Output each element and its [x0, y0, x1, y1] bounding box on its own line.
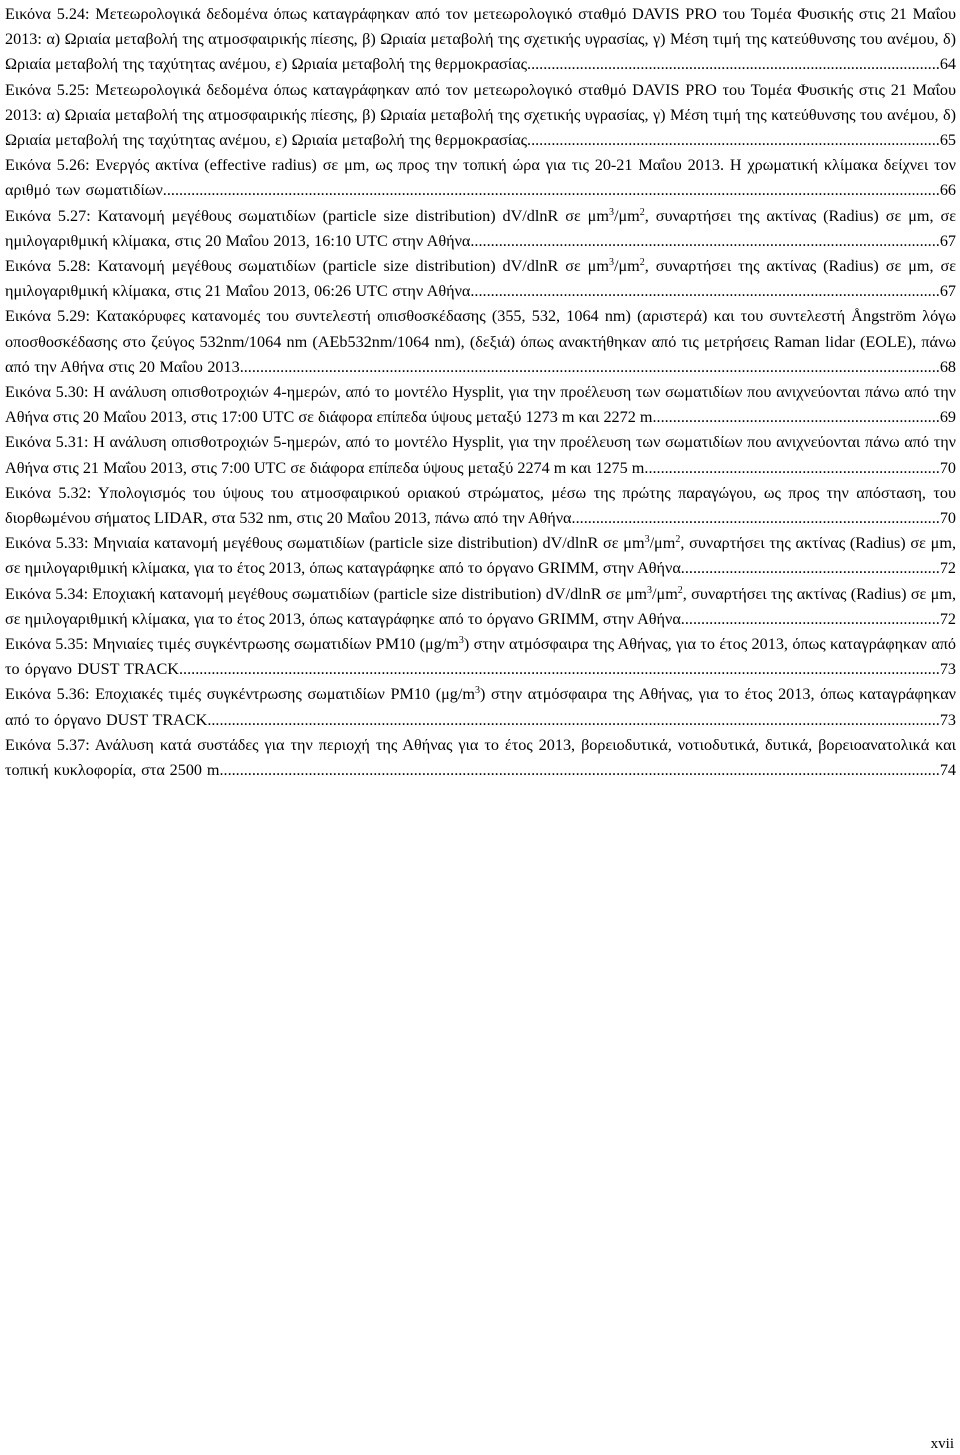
dot-leader: ..........................................................................................	[575, 509, 940, 528]
entry-caption-text: /μm	[649, 534, 676, 553]
dot-leader: .....................................................................................................	[531, 131, 940, 150]
entry-caption-text: Εικόνα 5.24: Μετεωρολογικά δεδομένα όπως καταγράφηκαν από τον μετεωρολογικό σταθμό DAVIS PRO του Τομέα Φυσικής στις 21 Μαΐου 2013: α) Ωριαία μεταβολή της ατμοσφαιρικής πίεσης, β) Ωριαία μεταβολή της σχετικής υγρασίας, γ) Μέση τιμή της κατεύθυνσης του ανέμου, δ) Ωριαία μεταβολή της ταχύτητας ανέμου, ε) Ωριαία μεταβολή της θερμοκρασίας.	[5, 5, 956, 74]
dot-leader: ...................................................................................................................	[474, 282, 940, 301]
toc-entry[interactable]	[5, 304, 956, 380]
entry-caption-text: Εικόνα 5.27: Κατανομή μεγέθους σωματιδίων (particle size distribution) dV/dlnR σε μm	[5, 206, 609, 225]
entry-caption-text: Εικόνα 5.30: Η ανάλυση οπισθοτροχιών 4-ημερών, από το μοντέλο Hysplit, για την προέλευση των σωματιδίων που ανιχνεύονται πάνω από την Αθήνα στις 20 Μαΐου 2013, στις 17:00 UTC σε διάφορα επίπεδα ύψους μεταξύ 1273 m και 2272 m.	[5, 383, 956, 427]
toc-entry[interactable]	[5, 380, 956, 430]
toc-entry[interactable]	[5, 430, 956, 480]
toc-entry[interactable]	[5, 733, 956, 783]
dot-leader: ........................................................................	[648, 458, 940, 477]
toc-entry[interactable]	[5, 153, 956, 203]
superscript: 3	[647, 584, 653, 596]
entry-caption-text: , συναρτήσει της ακτίνας (Radius) σε μm, σε ημιλογαριθμική κλίμακα, για το έτος 2013, όπως καταγράφηκε από το όργανο GRIMM, στην Αθήνα.	[5, 584, 956, 628]
entry-caption-text: , συναρτήσει της ακτίνας (Radius) σε μm, σε ημιλογαριθμική κλίμακα, στις 20 Μαΐου 2013, 16:10 UTC στην Αθήνα.	[5, 206, 956, 250]
entry-page-number: 73	[939, 710, 956, 729]
entry-page-number: 67	[939, 282, 956, 301]
entry-page-number: 73	[939, 660, 956, 679]
superscript: 2	[639, 206, 645, 218]
entry-caption-text: Εικόνα 5.36: Εποχιακές τιμές συγκέντρωσης σωματιδίων PM10 (μg/m	[5, 685, 475, 704]
entry-page-number: 66	[939, 181, 956, 200]
dot-leader: ...............................................................	[684, 559, 940, 578]
entry-caption-text: Εικόνα 5.28: Κατανομή μεγέθους σωματιδίων (particle size distribution) dV/dlnR σε μm	[5, 257, 609, 276]
toc-entry[interactable]	[5, 531, 956, 581]
entry-caption-text: Εικόνα 5.33: Μηνιαία κατανομή μεγέθους σωματιδίων (particle size distribution) dV/dlnR σε μm	[5, 534, 645, 553]
superscript: 3	[644, 534, 650, 546]
entry-page-number: 65	[939, 131, 956, 150]
entry-caption-text: Εικόνα 5.35: Μηνιαίες τιμές συγκέντρωσης σωματιδίων PM10 (μg/m	[5, 635, 459, 654]
entry-caption-text: , συναρτήσει της ακτίνας (Radius) σε μm, σε ημιλογαριθμική κλίμακα, στις 21 Μαΐου 2013, 06:26 UTC στην Αθήνα.	[5, 257, 956, 301]
toc-entry[interactable]	[5, 632, 956, 682]
entry-caption-text: Εικόνα 5.29: Κατακόρυφες κατανομές του συντελεστή οπισθοσκέδασης (355, 532, 1064 nm) (αριστερά) και του συντελεστή Ångström λόγω οποσθοσκέδασης στο ζεύγος 532nm/1064 nm (AEb532nm/1064 nm), (δεξιά) όπως ανακτήθηκαν από τις μετρήσεις Raman lidar (EOLE), πάνω από την Αθήνα στις 20 Μαΐου 2013.	[5, 307, 956, 376]
entry-page-number: 67	[939, 231, 956, 250]
dot-leader: ...............................................................	[684, 609, 940, 628]
dot-leader: ...................................................................................................................	[474, 231, 940, 250]
entry-page-number: 72	[939, 609, 956, 628]
toc-entry[interactable]	[5, 682, 956, 732]
entry-caption-text: /μm	[613, 257, 640, 276]
superscript: 2	[639, 257, 645, 269]
list-of-figures	[5, 2, 956, 783]
superscript: 3	[474, 685, 480, 697]
superscript: 3	[608, 206, 614, 218]
entry-page-number: 74	[939, 761, 956, 780]
superscript: 2	[677, 584, 683, 596]
entry-caption-text: /μm	[652, 584, 678, 603]
toc-entry[interactable]	[5, 2, 956, 78]
superscript: 3	[458, 635, 464, 647]
page-number: xvii	[930, 1436, 954, 1452]
entry-caption-text: Εικόνα 5.25: Μετεωρολογικά δεδομένα όπως καταγράφηκαν από τον μετεωρολογικό σταθμό DAVIS PRO του Τομέα Φυσικής στις 21 Μαΐου 2013: α) Ωριαία μεταβολή της ατμοσφαιρικής πίεσης, β) Ωριαία μεταβολή της σχετικής υγρασίας, γ) Μέση τιμή της κατεύθυνσης του ανέμου, δ) Ωριαία μεταβολή της ταχύτητας ανέμου, ε) Ωριαία μεταβολή της θερμοκρασίας.	[5, 80, 956, 150]
dot-leader: ......................................................................	[656, 408, 940, 427]
entry-page-number: 72	[939, 559, 956, 578]
entry-caption-text: ) στην ατμόσφαιρα της Αθήνας, για το έτος 2013, όπως καταγράφηκαν από το όργανο DUST TRACK.	[5, 685, 956, 729]
entry-caption-text: Εικόνα 5.34: Εποχιακή κατανομή μεγέθους σωματιδίων (particle size distribution) dV/dlnR σε μm	[5, 584, 648, 603]
superscript: 3	[608, 257, 614, 269]
dot-leader: .................................................................................................................................................................................	[223, 761, 940, 780]
entry-caption-text: Εικόνα 5.26: Ενεργός ακτίνα (effective radius) σε μm, ως προς την τοπική ώρα για τις 20-21 Μαΐου 2013. Η χρωματική κλίμακα δείχνει τον αριθμό των σωματιδίων.	[5, 156, 956, 200]
dot-leader: ............................................................................................................................................................................	[243, 357, 940, 376]
entry-caption-text: ) στην ατμόσφαιρα της Αθήνας, για το έτος 2013, όπως καταγράφηκαν από το όργανο DUST TRACK.	[5, 635, 956, 679]
toc-entry[interactable]	[5, 204, 956, 254]
entry-caption-text: , συναρτήσει της ακτίνας (Radius) σε μm, σε ημιλογαριθμική κλίμακα, για το έτος 2013, όπως καταγράφηκε από το όργανο GRIMM, στην Αθήνα.	[5, 534, 956, 578]
entry-page-number: 64	[939, 55, 956, 74]
dot-leader: ....................................................................................................................................................................................	[211, 710, 940, 729]
entry-caption-text: Εικόνα 5.31: Η ανάλυση οπισθοτροχιών 5-ημερών, από το μοντέλο Hysplit, για την προέλευση των σωματιδίων που ανιχνεύονται πάνω από την Αθήνα στις 21 Μαΐου 2013, στις 7:00 UTC σε διάφορα επίπεδα ύψους μεταξύ 2274 m και 1275 m.	[5, 433, 956, 477]
toc-entry[interactable]	[5, 481, 956, 531]
toc-entry[interactable]	[5, 254, 956, 304]
entry-page-number: 70	[939, 458, 956, 477]
entry-page-number: 69	[939, 408, 956, 427]
toc-entry[interactable]	[5, 582, 956, 632]
entry-caption-text: Εικόνα 5.37: Ανάλυση κατά συστάδες για την περιοχή της Αθήνας για το έτος 2013, βορειοδυτικά, νοτιοδυτικά, δυτικά, βορειοανατολικά και τοπική κυκλοφορία, στα 2500 m.	[5, 735, 956, 780]
superscript: 2	[675, 534, 681, 546]
entry-caption-text: Εικόνα 5.32: Υπολογισμός του ύψους του ατμοσφαιρικού οριακού στρώματος, μέσω της πρώτης παραγώγου, ως προς την απόσταση, του διορθωμένου σήματος LIDAR, στα 532 nm, στις 20 Μαΐου 2013, πάνω από την Αθήνα.	[5, 483, 956, 528]
dot-leader: ...............................................................................................................................................................................................	[166, 181, 940, 200]
dot-leader: .....................................................................................................	[531, 55, 940, 74]
entry-page-number: 68	[939, 357, 956, 376]
entry-caption-text: /μm	[613, 206, 640, 225]
entry-page-number: 70	[939, 509, 956, 528]
dot-leader: ...........................................................................................................................................................................................	[183, 660, 940, 679]
toc-entry[interactable]	[5, 78, 956, 154]
